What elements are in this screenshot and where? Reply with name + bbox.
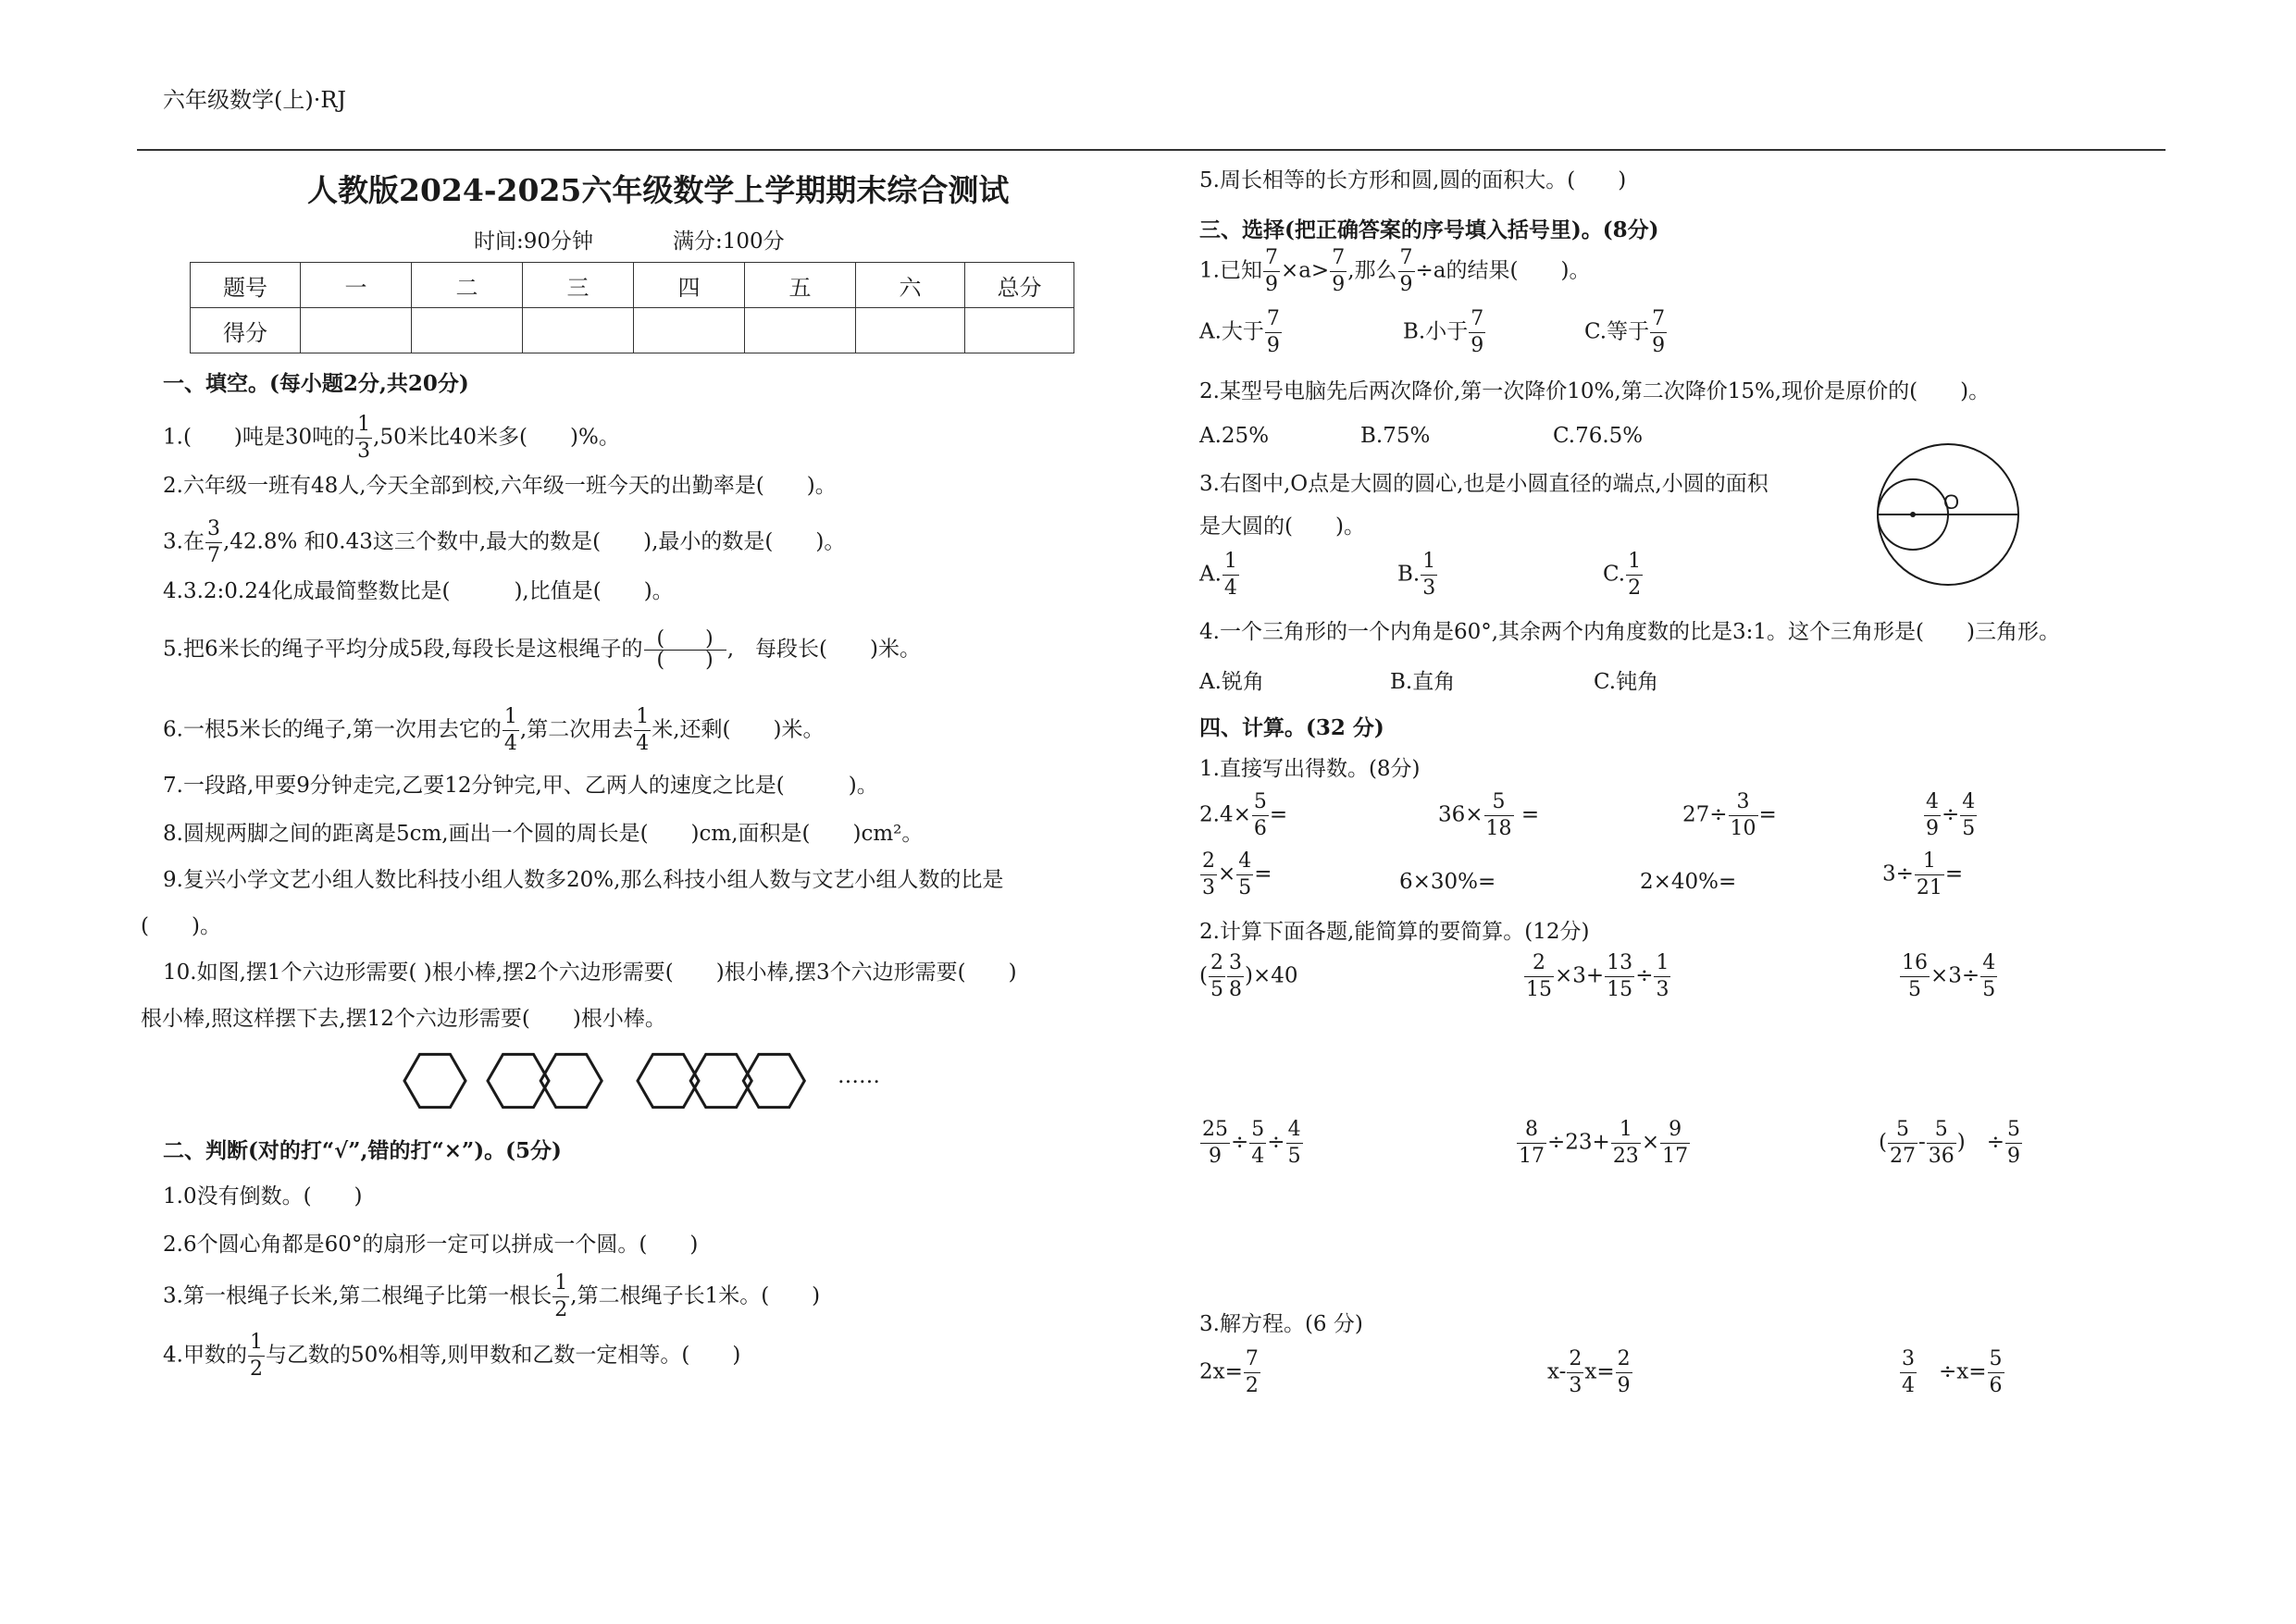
choice-1-option-a[interactable]: A.大于 $\frac{7}{9}$ [1199, 307, 1280, 357]
fraction: $\frac{1}{2}$ [554, 1271, 568, 1321]
choice-3-option-c[interactable]: C. $\frac{1}{2}$ [1603, 550, 1642, 600]
ellipsis: …… [838, 1064, 880, 1088]
score-head-cell: 一 [301, 263, 412, 308]
section-2-heading: 二、判断(对的打“√”,错的打“×”)。(5分) [163, 1138, 562, 1163]
calc-part-2-heading: 2.计算下面各题,能简算的要简算。(12分) [1199, 920, 1590, 944]
score-head-cell: 三 [523, 263, 634, 308]
choice-question-4: 4.一个三角形的一个内角是60°,其余两个内角度数的比是3:1。这个三角形是( )三角形。 [1199, 620, 2060, 644]
choice-4-option-b[interactable]: B.直角 [1390, 670, 1456, 694]
fraction: $\frac{3}{7}$ [206, 517, 220, 567]
direct-calc-3: 27÷ $\frac{3}{10}$ = [1682, 790, 1777, 840]
equation-3: $\frac{3}{4}$ ÷x= $\frac{5}{6}$ [1902, 1347, 2003, 1397]
direct-calc-2: 36× $\frac{5}{18}$ = [1438, 790, 1540, 840]
choice-2-option-a[interactable]: A.25% [1199, 424, 1270, 448]
choice-question-2: 2.某型号电脑先后两次降价,第一次降价10%,第二次降价15%,现价是原价的( )。 [1199, 379, 1991, 403]
fraction: $\frac{7}{9}$ [1399, 246, 1413, 296]
q-text: ,第二根绳子长1米。( ) [570, 1283, 821, 1308]
fraction: $\frac{1}{2}$ [249, 1331, 263, 1381]
exam-full-score: 满分:100分 [673, 229, 785, 254]
exam-time: 时间:90分钟 [474, 229, 594, 254]
page-title: 人教版2024-2025六年级数学上学期期末综合测试 [307, 172, 1010, 208]
choice-question-3: 3.右图中,O点是大圆的圆心,也是小圆直径的端点,小圆的面积 [1199, 472, 1769, 496]
simplify-calc-1: ( $\frac{2}{5}$ $\frac{3}{8}$ )×40 [1199, 951, 1298, 1001]
judge-question-2: 2.6个圆心角都是60°的扇形一定可以拼成一个圆。( ) [163, 1233, 699, 1257]
fraction: $\frac{7}{9}$ [1264, 246, 1278, 296]
q-text: 5.把6米长的绳子平均分成5段,每段长是这根绳子的 [163, 637, 643, 662]
q-text: 4.甲数的 [163, 1343, 247, 1368]
score-head-cell: 四 [634, 263, 745, 308]
q-text: 与乙数的50%相等,则甲数和乙数一定相等。( ) [265, 1343, 741, 1368]
score-head-cell: 五 [745, 263, 856, 308]
direct-calc-7: 2×40%= [1640, 870, 1737, 894]
point-o-label: O [1943, 490, 1960, 514]
section-3-heading: 三、选择(把正确答案的序号填入括号里)。(8分) [1199, 217, 1659, 242]
q-text: ,50米比40米多( )%。 [373, 425, 620, 450]
judge-question-3 [163, 1273, 820, 1320]
choice-1-option-b[interactable]: B.小于 $\frac{7}{9}$ [1403, 307, 1484, 357]
fill-question-4: 4.3.2:0.24化成最简整数比是( ),比值是( )。 [163, 579, 674, 603]
fraction-blank[interactable]: ( ) ( ) [644, 629, 726, 671]
calc-part-1-heading: 1.直接写出得数。(8分) [1199, 757, 1421, 781]
choice-4-option-c[interactable]: C.钝角 [1594, 670, 1659, 694]
q-text: 3.第一根绳子长米,第二根绳子比第一根长 [163, 1283, 552, 1308]
choice-3-option-a[interactable]: A. $\frac{1}{4}$ [1199, 550, 1237, 600]
q-text: 1.( )吨是30吨的 [163, 425, 355, 450]
simplify-calc-5: $\frac{8}{17}$ ÷23+ $\frac{1}{23}$ × $\frac{9}{17}$ [1519, 1118, 1689, 1168]
fill-question-9: 9.复兴小学文艺小组人数比科技小组人数多20%,那么科技小组人数与文艺小组人数的比是 [163, 868, 1004, 892]
simplify-calc-3: $\frac{16}{5}$ ×3÷ $\frac{4}{5}$ [1902, 951, 1996, 1001]
choice-4-option-a[interactable]: A.锐角 [1199, 670, 1264, 694]
q-text: 3.在 [163, 529, 205, 554]
fill-question-8: 8.圆规两脚之间的距离是5cm,画出一个圆的周长是( )cm,面积是( )cm²。 [163, 822, 924, 846]
circle-figure [1869, 442, 2027, 590]
choice-question-1: 1.已知 $\frac{7}{9}$ ×a> $\frac{7}{9}$ ,那么 $\frac{7}{9}$ ÷a的结果( )。 [1199, 246, 1591, 296]
choice-2-option-c[interactable]: C.76.5% [1553, 424, 1644, 448]
section-4-heading: 四、计算。(32 分) [1199, 715, 1384, 740]
direct-calc-6: 6×30%= [1399, 870, 1496, 894]
choice-1-option-c[interactable]: C.等于 $\frac{7}{9}$ [1584, 307, 1666, 357]
score-head-cell: 二 [412, 263, 523, 308]
course-header: 六年级数学(上)·RJ [163, 87, 347, 113]
fraction: $\frac{1}{4}$ [636, 705, 650, 755]
q-text: 6.一根5米长的绳子,第一次用去它的 [163, 717, 502, 742]
fill-question-10: 10.如图,摆1个六边形需要( )根小棒,摆2个六边形需要( )根小棒,摆3个六边形需要( ) [163, 961, 1017, 985]
choice-3-option-b[interactable]: B. $\frac{1}{3}$ [1397, 550, 1436, 600]
direct-calc-4: $\frac{4}{9}$ ÷ $\frac{4}{5}$ [1926, 790, 1976, 840]
section-1-heading: 一、填空。(每小题2分,共20分) [163, 371, 469, 396]
choice-question-3-cont: 是大圆的( )。 [1199, 514, 1365, 539]
score-head-cell: 题号 [191, 263, 301, 308]
equation-2: x- $\frac{2}{3}$ x= $\frac{2}{9}$ [1547, 1347, 1631, 1397]
calc-part-3-heading: 3.解方程。(6 分) [1199, 1312, 1363, 1336]
fraction: $\frac{1}{3}$ [357, 413, 371, 463]
equation-1: 2x= $\frac{7}{2}$ [1199, 1347, 1259, 1397]
simplify-calc-2: $\frac{2}{15}$ ×3+ $\frac{13}{15}$ ÷ $\frac{1}{3}$ [1526, 951, 1669, 1001]
judge-question-5: 5.周长相等的长方形和圆,圆的面积大。( ) [1199, 168, 1627, 192]
score-row-label: 得分 [191, 308, 301, 353]
fill-question-7: 7.一段路,甲要9分钟走完,乙要12分钟完,甲、乙两人的速度之比是( )。 [163, 774, 878, 798]
fill-question-2: 2.六年级一班有48人,今天全部到校,六年级一班今天的出勤率是( )。 [163, 474, 837, 498]
simplify-calc-6: ( $\frac{5}{27}$ - $\frac{5}{36}$ ) ÷ $\frac{5}{9}$ [1879, 1118, 2021, 1168]
simplify-calc-4: $\frac{25}{9}$ ÷ $\frac{5}{4}$ ÷ $\frac{4}{5}$ [1202, 1118, 1301, 1168]
fill-question-10-cont: 根小棒,照这样摆下去,摆12个六边形需要( )根小棒。 [141, 1007, 666, 1031]
q-text: ,第二次用去 [519, 717, 634, 742]
direct-calc-8: 3÷ $\frac{1}{21}$ = [1882, 849, 1964, 899]
judge-question-4 [163, 1333, 740, 1380]
choice-2-option-b[interactable]: B.75% [1360, 424, 1431, 448]
score-head-cell: 总分 [965, 263, 1074, 308]
direct-calc-5: $\frac{2}{3}$ × $\frac{4}{5}$ = [1202, 849, 1272, 899]
judge-question-1: 1.0没有倒数。( ) [163, 1184, 363, 1209]
q-text: , 每段长( )米。 [726, 637, 921, 662]
q-text: 米,还剩( )米。 [652, 717, 825, 742]
fraction: $\frac{7}{9}$ [1332, 246, 1346, 296]
fill-question-9-cont: ( )。 [141, 914, 221, 938]
direct-calc-1: 2.4× $\frac{5}{6}$ = [1199, 790, 1288, 840]
hexagon [404, 1054, 465, 1107]
fraction: $\frac{1}{4}$ [503, 705, 517, 755]
q-text: ,42.8% 和0.43这三个数中,最大的数是( ),最小的数是( )。 [222, 529, 846, 554]
score-head-cell: 六 [856, 263, 965, 308]
